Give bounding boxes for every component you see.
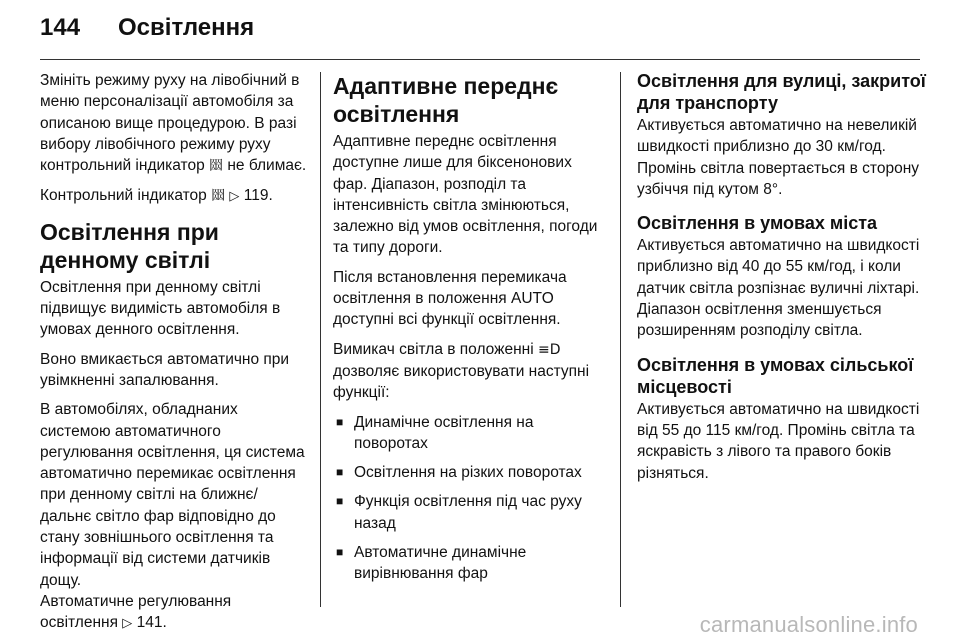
section-heading: Освітлення при денному світлі: [40, 218, 219, 273]
page-reference-link[interactable]: 119.: [243, 187, 273, 205]
headlight-indicator-icon: 𡈍: [209, 158, 224, 175]
paragraph: Воно вмикається автоматично при увімкненні запалювання.: [40, 350, 290, 389]
column-3: [637, 70, 927, 492]
paragraph: Активується автоматично на швидкості приблизно від 40 до 55 км/год, і коли датчик світла розпізнає вуличні ліхтарі. Діапазон освітлення зменшується розширенням розподілу світла.: [637, 237, 920, 340]
paragraph: Контрольний індикатор 𡈍 ▷ 119.: [40, 187, 273, 205]
column-1: [40, 70, 308, 643]
paragraph: Освітлення при денному світлі підвищує видимість автомобіля в умовах денного освітлення.: [40, 278, 281, 339]
page-number: 144: [40, 14, 81, 41]
paragraph: Автоматичне регулювання освітлення ▷ 141.: [40, 592, 232, 632]
paragraph: Активується автоматично на невеликій швидкості приблизно до 30 км/год. Промінь світла повертається в сторону узбіччя під кутом 8°.: [637, 117, 920, 198]
header-divider: [40, 59, 920, 60]
paragraph: Адаптивне переднє освітлення доступне лише для біксенонових фар. Діапазон, розподіл та інтенсивність світла змінюються, залежно від умов освітлення, погоди та типу дороги.: [333, 133, 598, 257]
bullet-icon: ■: [336, 545, 344, 560]
page-reference-icon: ▷: [122, 616, 133, 632]
section-heading: Адаптивне переднє освітлення: [333, 73, 559, 127]
bullet-icon: ■: [336, 494, 344, 509]
headlight-indicator-icon: 𡈍: [211, 188, 226, 205]
auto-position-label: AUTO: [510, 290, 554, 308]
subsection-heading: Освітлення в умовах міста: [637, 213, 878, 234]
column-divider-2: [620, 72, 621, 607]
column-divider-1: [320, 72, 321, 607]
column-2: [333, 72, 601, 593]
list-item: ■ Динамічне освітлення на поворотах: [336, 413, 534, 452]
list-item: ■ Освітлення на різких поворотах: [333, 462, 601, 483]
subsection-heading: Освітлення для вулиці, закритої для транспорту: [637, 71, 926, 113]
feature-list: [333, 412, 601, 585]
list-item: ■ Функція освітлення під час руху назад: [336, 493, 582, 532]
bullet-icon: ■: [336, 414, 344, 429]
page-reference-icon: ▷: [229, 189, 240, 205]
paragraph: В автомобілях, обладнаних системою автоматичного регулювання освітлення, ця система автоматично перемикає освітлення при денному світлі на ближнє/дальнє світло фар відповідно до стану зовнішнього освітлення та інформації від системи датчиків дощу.: [40, 401, 305, 589]
page-header: [40, 14, 920, 50]
subsection-heading: Освітлення в умовах сільської місцевості: [637, 354, 914, 397]
paragraph: Вимикач світла в положенні ≡D дозволяє використовувати наступні функції:: [333, 340, 590, 402]
paragraph: Змініть режиму руху на лівобічний в меню персоналізації автомобіля за описаною вище процедурою. В разі вибору лівобічного режиму руху контрольний індикатор 𡈍 не блимає.: [40, 72, 307, 175]
page-reference-link[interactable]: 141.: [136, 614, 167, 632]
bullet-icon: ■: [336, 465, 344, 480]
low-beam-icon: ≡D: [538, 341, 561, 358]
list-item: ■ Автоматичне динамічне вирівнювання фар: [336, 544, 527, 583]
page-title: Освітлення: [118, 14, 255, 41]
watermark: carmanualsonline.info: [699, 612, 918, 637]
paragraph: Після встановлення перемикача освітлення в положення AUTO доступні всі функції освітлення.: [333, 268, 567, 329]
paragraph: Активується автоматично на швидкості від 55 до 115 км/год. Промінь світла та яскравість з лівого та правого боків різняться.: [637, 400, 920, 482]
